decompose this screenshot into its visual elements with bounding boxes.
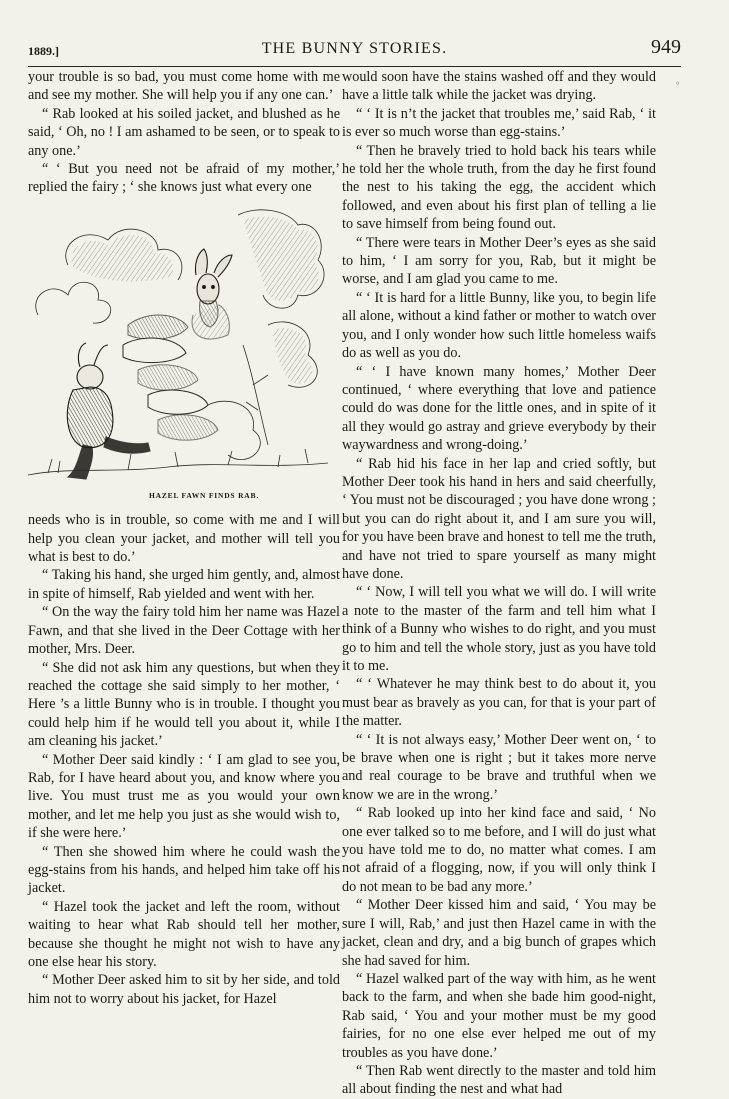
paragraph: “ Taking his hand, she urged him gently, and, almost in spite of himself, Rab yielded and went with her.	[28, 567, 340, 602]
paragraph: your trouble is so bad, you must come home with me and see my mother. She will help you if any one can.’	[28, 69, 340, 104]
paragraph: “ Mother Deer kissed him and said, ‘ You may be sure I will, Rab,’ and just then Hazel came in with the jacket, clean and dry, and a big bunch of grapes which she had saved for him.	[342, 897, 656, 969]
paragraph: “ Rab hid his face in her lap and cried softly, but Mother Deer took his hand in hers and said cheerfully, ‘ You must not be discouraged ; you have done wrong ; but you can do right about it, and I am sure you will, for you have been brave and honest to tell me the truth, and have not tried to spare yourself as many might have done.	[342, 455, 656, 582]
illustration-caption: HAZEL FAWN FINDS RAB.	[148, 490, 259, 500]
paragraph: “ ‘ It is n’t the jacket that troubles me,’ said Rab, ‘ it is ever so much worse than egg-stains.’	[342, 105, 656, 141]
paragraph: “ ‘ It is not always easy,’ Mother Deer went on, ‘ to be brave when one is right ; but it takes more nerve and real courage to be brave and truthful when we know we are in the wrong.’	[342, 731, 656, 803]
paragraph: “ ‘ Now, I will tell you what we will do. I will write a note to the master of the farm and tell him what I think of a Bunny who wishes to do right, and you must go to him and tell the whole story, just as you have told it to me.	[342, 584, 656, 674]
right-column	[342, 68, 656, 1099]
paragraph: “ Then she showed him where he could wash the egg-stains from his hands, and helped him take off his jacket.	[28, 843, 340, 897]
paragraph: “ ‘ It is hard for a little Bunny, like you, to begin life all alone, without a kind father or mother to watch over you, and I only wonder how such little homeless waifs do as well as you do.	[342, 289, 656, 362]
paragraph: would soon have the stains washed off and they would have a little talk while the jacket was drying.	[342, 69, 656, 104]
paragraph: “ She did not ask him any questions, but when they reached the cottage she said simply to her mother, ‘ Here ’s a little Bunny who is in trouble. I thought you could help him if he would tell you about it, while I am cleaning his jacket.’	[28, 659, 340, 750]
header-year: 1889.]	[28, 44, 59, 58]
paragraph: needs who is in trouble, so come with me and I will help you clean your jacket, and mother will tell you what is best to do.’	[28, 512, 340, 566]
paragraph: “ Rab looked at his soiled jacket, and blushed as he said, ‘ Oh, no ! I am ashamed to be seen, or to speak to any one.’	[28, 105, 340, 159]
right-column-text	[342, 68, 656, 1099]
rab-figure	[67, 343, 150, 479]
paragraph: “ ‘ I have known many homes,’ Mother Deer continued, ‘ where everything that love and patience could do was done for the little ones, and in spite of it all they would go astray and grieve everybody by their waywardness and wrong-doing.’	[342, 363, 656, 454]
paragraph: “ ‘ But you need not be afraid of my mother,’ replied the fairy ; ‘ she knows just what every one	[28, 161, 340, 196]
margin-mark: °	[676, 80, 680, 90]
paragraph: “ Mother Deer said kindly : ‘ I am glad to see you, Rab, for I have heard about you, and know where you live. You must trust me as you would your own mother, and let me help you just as she would wish to, if she were here.’	[28, 751, 340, 842]
paragraph: “ ‘ Whatever he may think best to do about it, you must bear as bravely as you can, for that is your part of the matter.	[342, 676, 656, 730]
paragraph: “ Mother Deer asked him to sit by her side, and told him not to worry about his jacket, for Hazel	[28, 972, 340, 1007]
paragraph: “ On the way the fairy told him her name was Hazel Fawn, and that she lived in the Deer Cottage with her mother, Mrs. Deer.	[28, 604, 340, 658]
paragraph: “ Hazel took the jacket and left the room, without waiting to hear what Rab should tell her mother, because she thought he might not wish to have any one else hear his story.	[28, 898, 340, 970]
left-column-top-text	[28, 68, 340, 197]
paragraph: “ Hazel walked part of the way with him, as he went back to the farm, and when she bade him good-night, Rab said, ‘ You and your mother must be my good fairies, for no one else ever helped me out of my troubles as you have done.’	[342, 970, 656, 1061]
left-column	[28, 68, 340, 1008]
running-header	[28, 36, 681, 66]
paragraph: “ Rab looked up into her kind face and said, ‘ No one ever talked so to me before, and I will do just what you have told me to do, no matter what comes. I am not afraid of a flogging, now, if you will only think I do not mean to be bad any more.’	[342, 805, 656, 895]
left-column-bottom-text	[28, 511, 340, 1008]
paragraph: “ Then he bravely tried to hold back his tears while he told her the whole truth, from the day he first found the nest to his taking the egg, the accident which followed, and even about his first plan of telling a lie to save himself from being found out.	[342, 142, 656, 233]
foliage-shading	[72, 216, 319, 383]
page-number: 949	[651, 36, 681, 58]
paragraph: “ Then Rab went directly to the master and told him all about finding the nest and what had	[342, 1062, 656, 1098]
paragraph: “ There were tears in Mother Deer’s eyes as she said to him, ‘ I am sorry for you, Rab, but it might be worse, and I am glad you came to me.	[342, 234, 656, 288]
fawn-figure	[192, 249, 232, 339]
header-title: THE BUNNY STORIES.	[261, 40, 448, 57]
header-rule	[28, 66, 681, 67]
hazel-fawn-finds-rab-engraving	[28, 205, 340, 485]
illustration	[28, 205, 340, 505]
